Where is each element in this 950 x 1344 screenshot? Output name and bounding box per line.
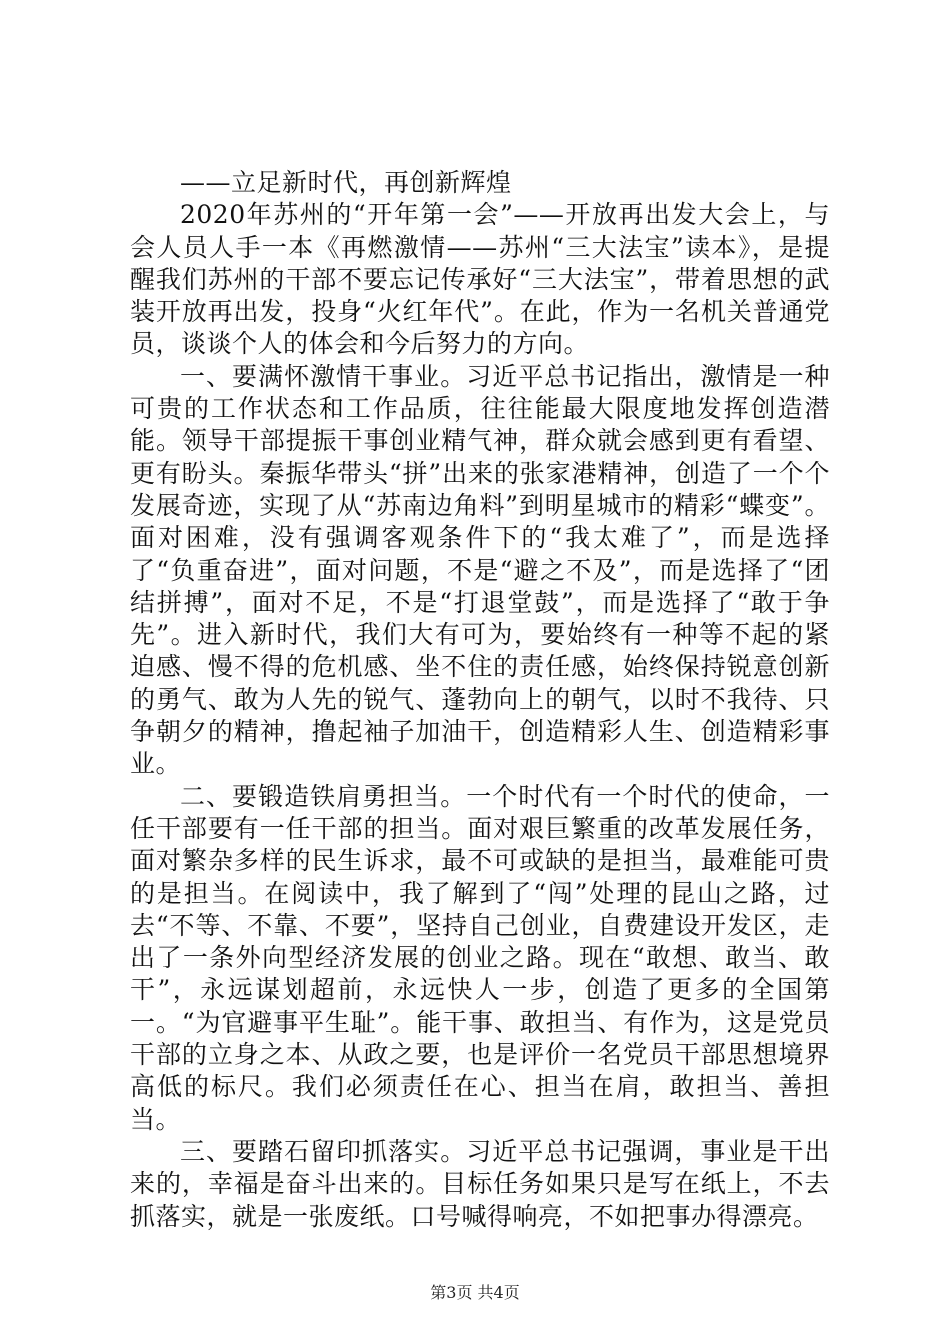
- paragraph-section-3: 三、要踏石留印抓落实。习近平总书记强调，事业是干出来的，幸福是奋斗出来的。目标任务如果只是写在纸上，不去抓落实，就是一张废纸。口号喊得响亮，不如把事办得漂亮。: [130, 1136, 830, 1231]
- page-number-footer: 第3页 共4页: [430, 1283, 520, 1302]
- paragraph-intro: 2020年苏州的“开年第一会”——开放再出发大会上，与会人员人手一本《再燃激情——苏州“三大法宝”读本》，是提醒我们苏州的干部不要忘记传承好“三大法宝”，带着思想的武装开放再出发，投身“火红年代”。在此，作为一名机关普通党员，谈谈个人的体会和今后努力的方向。: [130, 200, 830, 359]
- paragraph-section-1: 一、要满怀激情干事业。习近平总书记指出，激情是一种可贵的工作状态和工作品质，往往能最大限度地发挥创造潜能。领导干部提振干事创业精气神，群众就会感到更有看望、更有盼头。秦振华带头“拼”出来的张家港精神，创造了一个个发展奇迹，实现了从“苏南边角料”到明星城市的精彩“蝶变”。面对困难，没有强调客观条件下的“我太难了”，而是选择了“负重奋进”，面对问题，不是“避之不及”，而是选择了“团结拼搏”，面对不足，不是“打退堂鼓”，而是选择了“敢于争先”。进入新时代，我们大有可为，要始终有一种等不起的紧迫感、慢不得的危机感、坐不住的责任感，始终保持锐意创新的勇气、敢为人先的锐气、蓬勃向上的朝气，以时不我待、只争朝夕的精神，撸起袖子加油干，创造精彩人生、创造精彩事业。: [130, 361, 830, 779]
- document-body: [130, 167, 830, 1233]
- paragraph-section-2: 二、要锻造铁肩勇担当。一个时代有一个时代的使命，一任干部要有一任干部的担当。面对艰巨繁重的改革发展任务，面对繁杂多样的民生诉求，最不可或缺的是担当，最难能可贵的是担当。在阅读中，我了解到了“闯”处理的昆山之路，过去“不等、不靠、不要”，坚持自己创业，自费建设开发区，走出了一条外向型经济发展的创业之路。现在“敢想、敢当、敢干”，永远谋划超前，永远快人一步，创造了更多的全国第一。“为官避事平生耻”。能干事、敢担当、有作为，这是党员干部的立身之本、从政之要，也是评价一名党员干部思想境界高低的标尺。我们必须责任在心、担当在肩，敢担当、善担当。: [130, 781, 830, 1134]
- document-subtitle: ——立足新时代，再创新辉煌: [180, 168, 512, 197]
